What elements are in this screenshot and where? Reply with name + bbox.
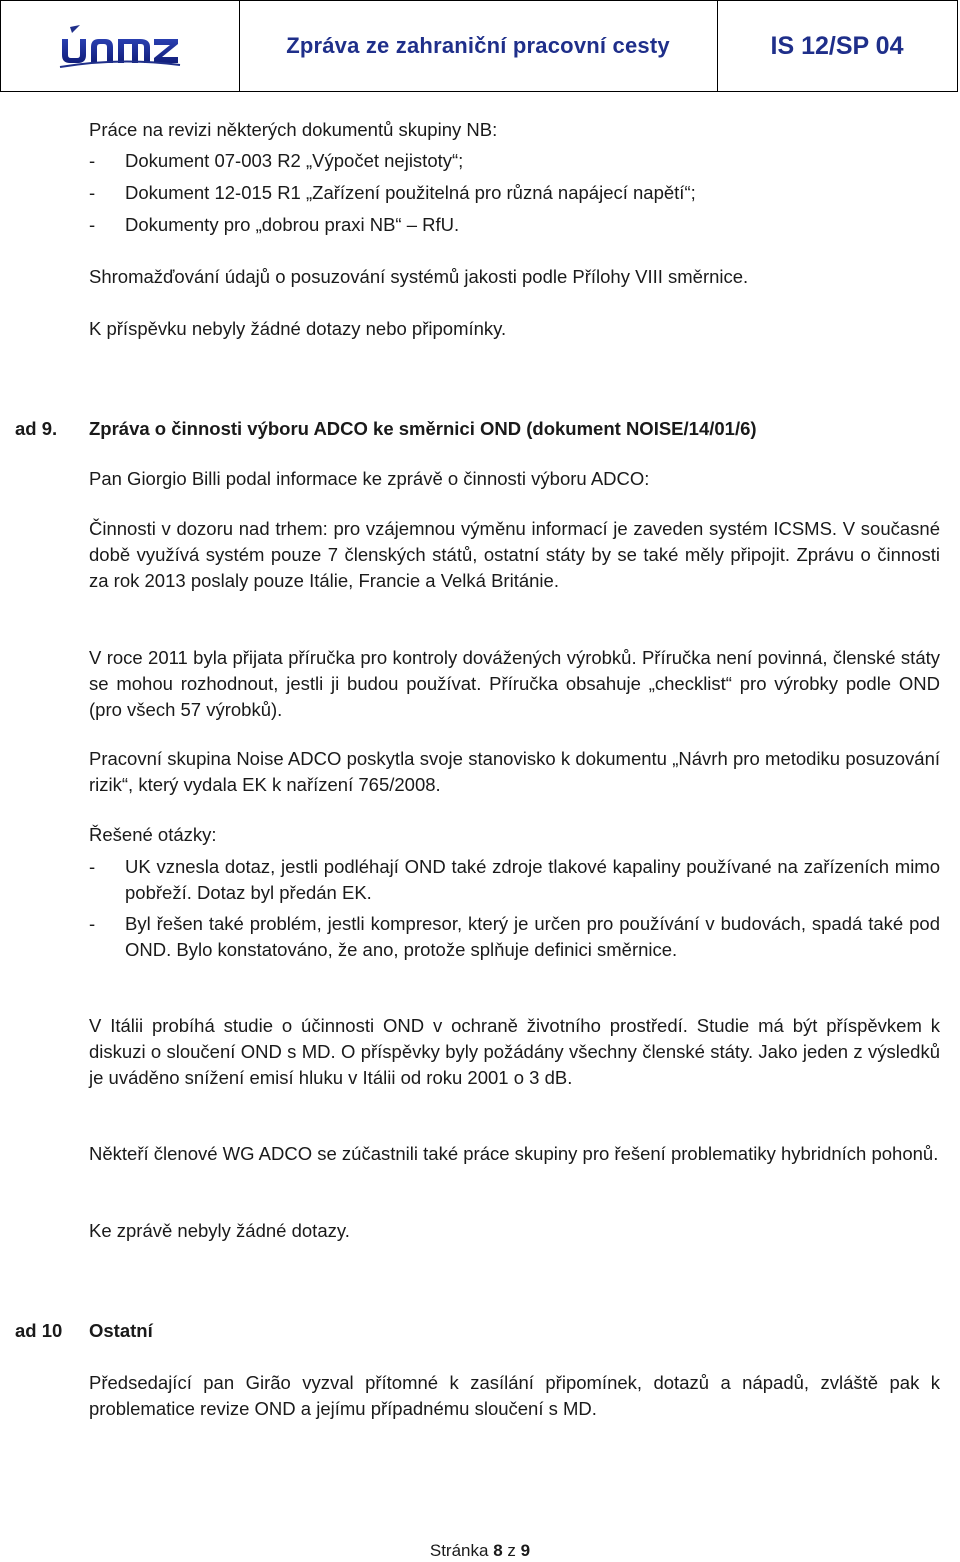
section-9-paragraph: V Itálii probíhá studie o účinnosti OND v ochraně životního prostředí. Studie má být příspěvkem k diskuzi o sloučení OND s MD. O příspěvky byly požádány všechny členské státy. Jako jeden z výsledků je uváděno snížení emisí hluku v Itálii od roku 2001 o 3 dB. — [89, 1015, 940, 1088]
section-10-paragraph: Předsedající pan Girão vyzval přítomné k zasílání připomínek, dotazů a nápadů, zvláště pak k problematice revize OND a jejímu případnému sloučení s MD. — [89, 1372, 940, 1419]
dash-bullet: - — [89, 913, 96, 934]
list-item — [89, 148, 940, 174]
section-10-number: ad 10 — [15, 1320, 63, 1341]
list-item — [89, 911, 940, 963]
dash-bullet: - — [89, 214, 96, 235]
section-9-paragraph: Činnosti v dozoru nad trhem: pro vzájemnou výměnu informací je zaveden systém ICSMS. V současné době využívá systém pouze 7 členských států, ostatní státy by se také měly připojit. Zprávu o činnosti za rok 2013 poslaly pouze Itálie, Francie a Velká Británie. — [89, 518, 940, 591]
list-item — [89, 854, 940, 906]
logo-cell — [1, 1, 240, 91]
document-code: IS 12/SP 04 — [770, 31, 904, 60]
section-9-number: ad 9. — [15, 418, 58, 439]
list-item-text: Dokument 12-015 R1 „Zařízení použitelná pro různá napájecí napětí“; — [125, 182, 696, 203]
list-item — [89, 180, 940, 206]
section-9-paragraph: Pan Giorgio Billi podal informace ke zprávě o činnosti výboru ADCO: — [89, 468, 650, 489]
document-type-title: Zpráva ze zahraniční pracovní cesty — [286, 33, 670, 58]
section-10-title: Ostatní — [89, 1320, 153, 1341]
section-9-paragraph: Ke zprávě nebyly žádné dotazy. — [89, 1220, 350, 1241]
section-9-title: Zpráva o činnosti výboru ADCO ke směrnici OND (dokument NOISE/14/01/6) — [89, 418, 757, 439]
page-separator: z — [507, 1541, 516, 1560]
questions-heading: Řešené otázky: — [89, 824, 217, 845]
section-9-paragraph: V roce 2011 byla přijata příručka pro kontroly dovážených výrobků. Příručka není povinná, členské státy se mohou rozhodnout, jestli ji budou používat. Příručka obsahuje „checklist“ pro výrobky podle OND (pro všech 57 výrobků). — [89, 647, 940, 720]
list-item-text: Byl řešen také problém, jestli kompresor, který je určen pro používání v budovách, spadá také pod OND. Bylo konstatováno, že ano, protože splňuje definici směrnice. — [125, 913, 940, 960]
section-9-paragraph: Pracovní skupina Noise ADCO poskytla svoje stanovisko k dokumentu „Návrh pro metodiku posuzování rizik“, který vydala EK k nařízení 765/2008. — [89, 748, 940, 795]
current-page: 8 — [493, 1541, 503, 1560]
document-header — [0, 0, 958, 92]
intro-collect-line: Shromažďování údajů o posuzování systémů jakosti podle Přílohy VIII směrnice. — [89, 266, 749, 287]
header-title-cell — [239, 1, 718, 91]
unmz-logo — [58, 23, 182, 69]
dash-bullet: - — [89, 182, 96, 203]
header-code-cell — [717, 1, 957, 91]
list-item-text: Dokument 07-003 R2 „Výpočet nejistoty“; — [125, 150, 464, 171]
page-label: Stránka — [429, 1541, 489, 1560]
list-item-text: Dokumenty pro „dobrou praxi NB“ – RfU. — [125, 214, 460, 235]
dash-bullet: - — [89, 856, 96, 877]
page-footer — [0, 1540, 960, 1562]
total-pages: 9 — [520, 1541, 531, 1560]
section-9-paragraph: Někteří členové WG ADCO se zúčastnili také práce skupiny pro řešení problematiky hybridních pohonů. — [89, 1143, 939, 1164]
list-item — [89, 212, 940, 238]
dash-bullet: - — [89, 150, 96, 171]
list-item-text: UK vznesla dotaz, jestli podléhají OND také zdroje tlakové kapaliny používané na zařízeních mimo pobřeží. Dotaz byl předán EK. — [125, 856, 940, 903]
intro-no-questions: K příspěvku nebyly žádné dotazy nebo připomínky. — [89, 318, 507, 339]
intro-heading: Práce na revizi některých dokumentů skupiny NB: — [89, 119, 498, 140]
